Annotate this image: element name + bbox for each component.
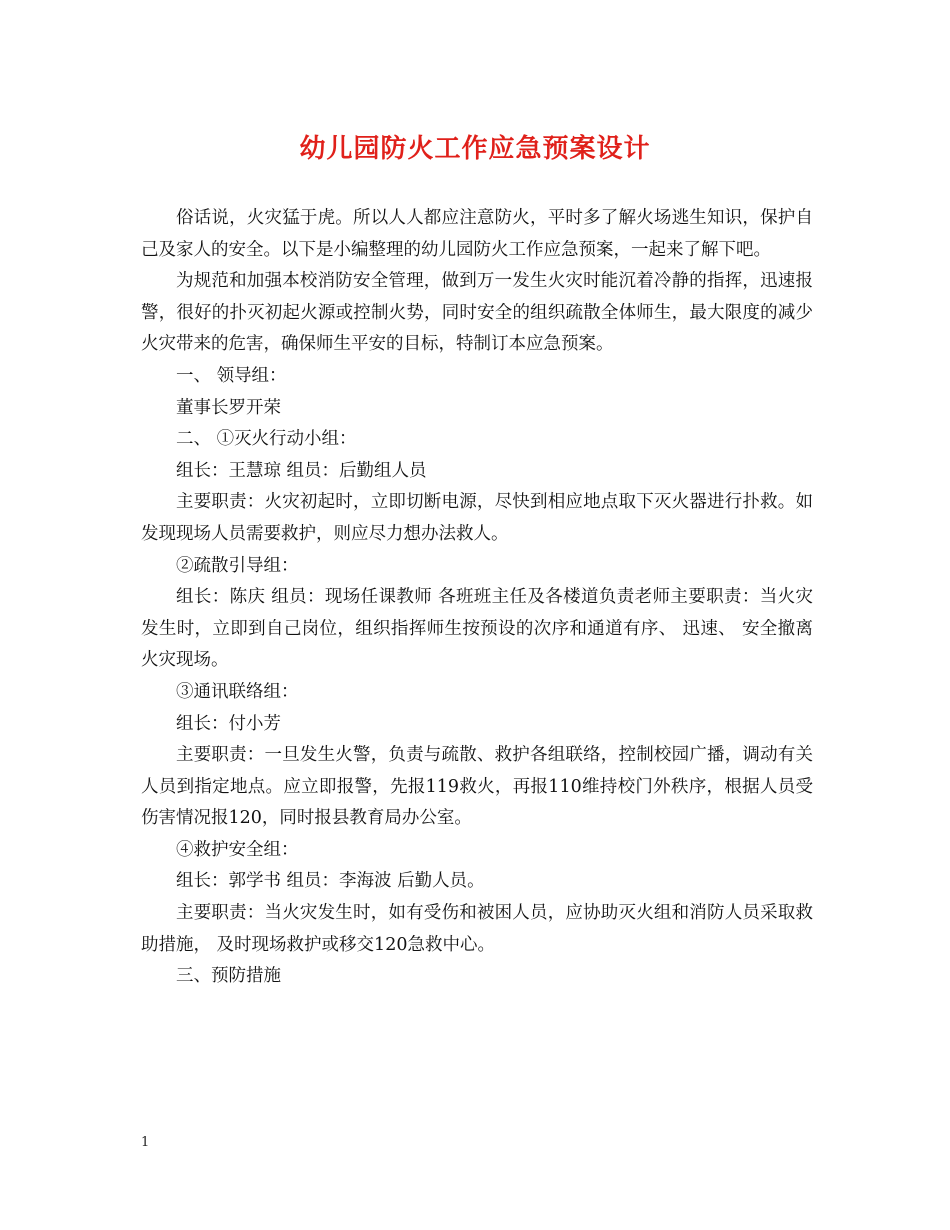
paragraph-firefighting-members: 组长：王慧琼 组员：后勤组人员 xyxy=(176,460,427,481)
section-heading-rescue: ④救护安全组： xyxy=(176,839,299,860)
paragraph-rescue-duties: 主要职责：当火灾发生时，如有受伤和被困人员，应协助灭火组和消防人员采取救助措施， 及时现场救护或移交120急救中心。 xyxy=(141,903,813,955)
paragraph-communication-duties: 主要职责：一旦发生火警，负责与疏散、救护各组联络，控制校园广播，调动有关人员到指定地点。应立即报警，先报119救火，再报110维持校门外秩序，根据人员受伤害情况报120，同时报县教育局办公室。 xyxy=(141,745,813,829)
section-heading-firefighting: 二、 ①灭火行动小组： xyxy=(176,429,357,450)
paragraph-purpose: 为规范和加强本校消防安全管理，做到万一发生火灾时能沉着冷静的指挥，迅速报警，很好的扑灭初起火源或控制火势，同时安全的组织疏散全体师生，最大限度的减少火灾带来的危害，确保师生平安的目标，特制订本应急预案。 xyxy=(141,271,813,355)
paragraph-leader: 董事长罗开荣 xyxy=(176,397,281,418)
paragraph-intro: 俗话说，火灾猛于虎。所以人人都应注意防火，平时多了解火场逃生知识，保护自己及家人的安全。以下是小编整理的幼儿园防火工作应急预案，一起来了解下吧。 xyxy=(141,208,813,260)
paragraph-communication-leader: 组长：付小芳 xyxy=(176,713,281,734)
section-heading-communication: ③通讯联络组： xyxy=(176,681,299,702)
document-body xyxy=(141,203,813,993)
section-heading-prevention: 三、预防措施 xyxy=(176,966,281,987)
section-heading-evacuation: ②疏散引导组： xyxy=(176,555,299,576)
paragraph-firefighting-duties: 主要职责：火灾初起时，立即切断电源，尽快到相应地点取下灭火器进行扑救。如发现现场人员需要救护，则应尽力想办法救人。 xyxy=(141,492,813,544)
paragraph-evacuation-members: 组长：陈庆 组员：现场任课教师 各班班主任及各楼道负责老师主要职责：当火灾发生时，立即到自己岗位，组织指挥师生按预设的次序和通道有序、 迅速、 安全撤离火灾现场。 xyxy=(141,587,813,671)
paragraph-rescue-members: 组长：郭学书 组员：李海波 后勤人员。 xyxy=(176,871,485,892)
page-number: 1 xyxy=(141,1135,150,1150)
section-heading-leadership: 一、 领导组： xyxy=(176,365,287,386)
document-title: 幼儿园防火工作应急预案设计 xyxy=(299,134,651,164)
